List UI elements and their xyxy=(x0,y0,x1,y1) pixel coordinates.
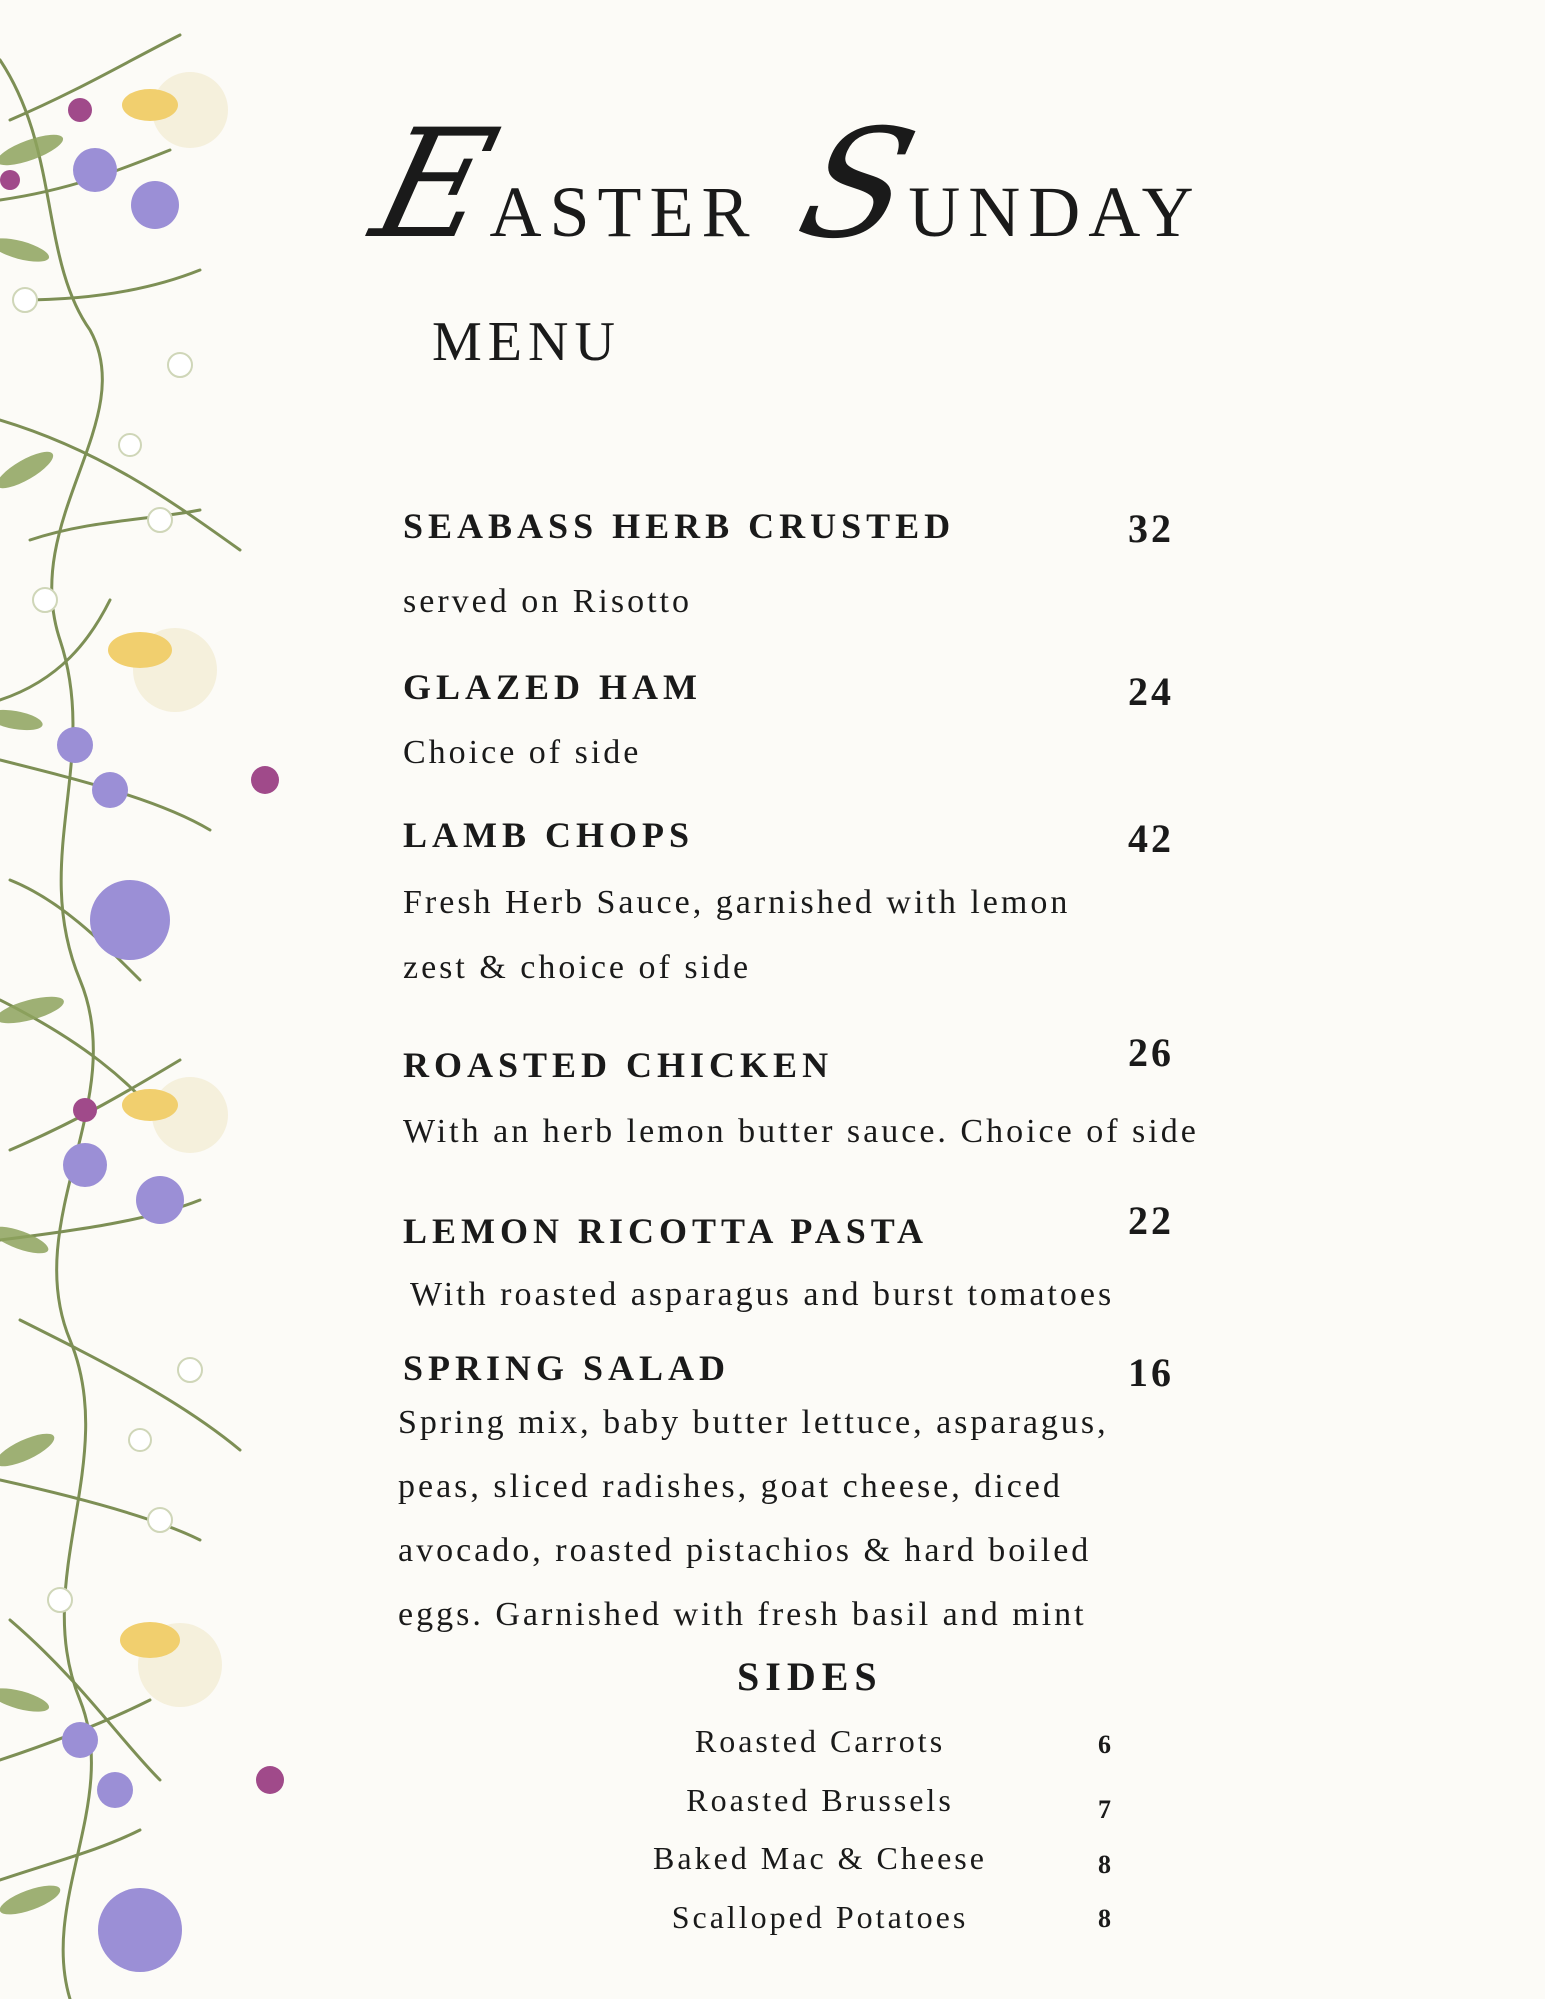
dish-price: 26 xyxy=(1128,1030,1174,1075)
dish-name: LAMB CHOPS xyxy=(403,815,695,855)
dish-description: Fresh Herb Sauce, garnished with lemon xyxy=(403,884,1071,921)
side-price: 8 xyxy=(1098,1850,1111,1879)
dish-description: With an herb lemon butter sauce. Choice of side xyxy=(403,1113,1199,1150)
side-name: Scalloped Potatoes xyxy=(671,1899,969,1935)
side-price: 8 xyxy=(1098,1904,1111,1933)
dish-price: 24 xyxy=(1128,669,1174,714)
dish-description: zest & choice of side xyxy=(403,949,752,986)
floral-border-illustration xyxy=(0,0,330,1999)
dish-name: LEMON RICOTTA PASTA xyxy=(403,1211,929,1251)
dish-price: 22 xyxy=(1128,1198,1174,1243)
dish-description: avocado, roasted pistachios & hard boiled xyxy=(398,1532,1092,1569)
dish-description: peas, sliced radishes, goat cheese, diced xyxy=(398,1468,1063,1505)
title-word2-rest: UNDAY xyxy=(908,172,1202,252)
dish-price: 42 xyxy=(1128,816,1174,861)
menu-subtitle: MENU xyxy=(432,311,621,373)
menu-title xyxy=(358,98,1380,280)
dish-name: SPRING SALAD xyxy=(403,1348,731,1388)
title-word1-rest: ASTER xyxy=(489,172,758,252)
dish-name: ROASTED CHICKEN xyxy=(403,1045,834,1085)
side-name: Baked Mac & Cheese xyxy=(653,1840,987,1876)
dish-description: Choice of side xyxy=(403,734,642,771)
dish-description: eggs. Garnished with fresh basil and mint xyxy=(398,1596,1087,1633)
dish-description: Spring mix, baby butter lettuce, asparagus, xyxy=(398,1404,1109,1441)
dish-description: With roasted asparagus and burst tomatoes xyxy=(410,1276,1115,1313)
dish-description: served on Risotto xyxy=(403,583,692,620)
side-price: 6 xyxy=(1098,1730,1111,1759)
sides-heading: SIDES xyxy=(737,1654,883,1699)
side-name: Roasted Brussels xyxy=(686,1782,954,1818)
side-price: 7 xyxy=(1098,1795,1111,1824)
side-name: Roasted Carrots xyxy=(694,1723,946,1759)
dish-name: SEABASS HERB CRUSTED xyxy=(403,506,956,546)
title-word1-initial: E xyxy=(358,98,512,272)
title-word2-initial: S xyxy=(783,98,930,272)
dish-price: 16 xyxy=(1128,1350,1174,1395)
dish-name: GLAZED HAM xyxy=(403,667,703,707)
dish-price: 32 xyxy=(1128,506,1174,551)
